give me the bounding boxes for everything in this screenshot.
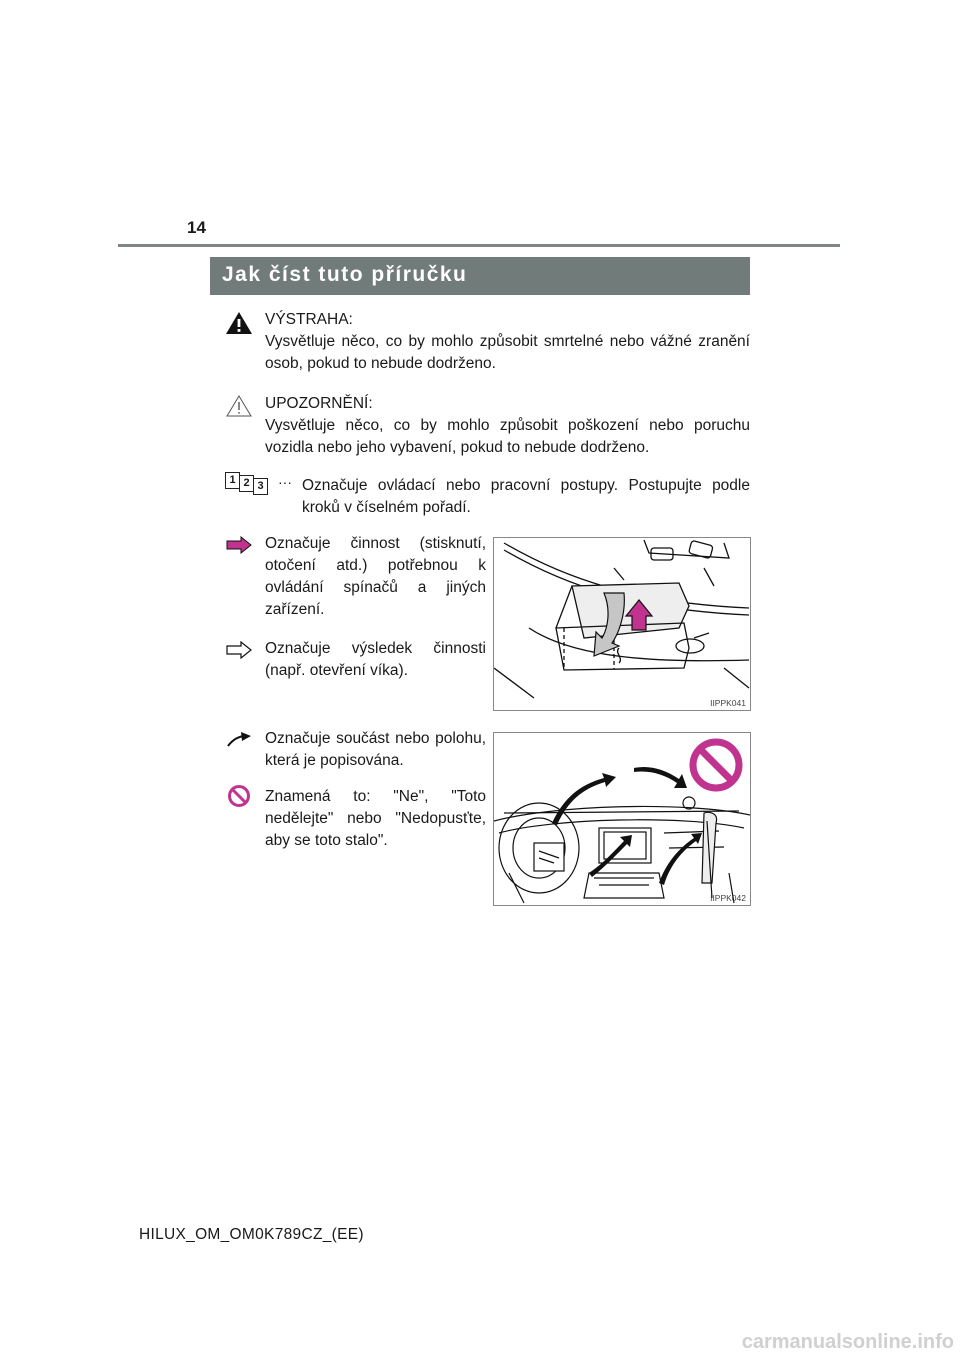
figure-code: IIPPK042 [710, 893, 746, 903]
figure-code: IIPPK041 [710, 698, 746, 708]
steps-ellipsis: ··· [278, 474, 292, 490]
step-numbers-icon [225, 472, 275, 494]
page-number: 14 [187, 218, 206, 237]
section-header [210, 257, 750, 295]
prohibition-icon [227, 784, 251, 808]
watermark: carmanualsonline.info [741, 1331, 954, 1353]
steps-text: Označuje ovládací nebo pracovní postupy. Postupujte podle kroků v číselném pořadí. [302, 477, 750, 516]
warning-heading: VÝSTRAHA: [265, 311, 353, 328]
result-text: Označuje výsledek činnosti (např. otevření víka). [265, 640, 486, 679]
notice-text: Vysvětluje něco, co by mohlo způsobit poškození nebo poruchu vozidla nebo jeho vybavení, pokud to nebude dodrženo. [265, 417, 750, 456]
action-arrow-icon [226, 536, 252, 554]
step-number: 1 [225, 472, 240, 489]
top-rule [118, 244, 840, 247]
notice-block [265, 393, 750, 459]
prohibition-text: Znamená to: "Ne", "Toto nedělejte" nebo "Nedopusťte, aby se toto stalo". [265, 788, 486, 849]
section-title: Jak číst tuto příručku [222, 263, 468, 286]
component-text: Označuje součást nebo polohu, která je popisována. [265, 730, 486, 769]
footer-doc-code: HILUX_OM_OM0K789CZ_(EE) [139, 1226, 364, 1243]
warning-icon [225, 311, 253, 335]
warning-block [265, 309, 750, 375]
figure-overhead-console [493, 537, 751, 711]
step-number: 2 [239, 475, 254, 492]
step-number: 3 [253, 478, 268, 495]
figure-dashboard [493, 732, 751, 906]
result-arrow-icon [226, 641, 252, 659]
caution-icon [226, 395, 252, 417]
component-pointer-icon [226, 732, 252, 748]
warning-text: Vysvětluje něco, co by mohlo způsobit smrtelné nebo vážné zranění osob, pokud to nebude dodrženo. [265, 333, 750, 372]
action-text: Označuje činnost (stisknutí, otočení atd.) potřebnou k ovládání spínačů a jiných zařízení. [265, 535, 486, 618]
overhead-console-drawing [494, 538, 750, 710]
dashboard-drawing [494, 733, 750, 905]
notice-heading: UPOZORNĚNÍ: [265, 395, 373, 412]
